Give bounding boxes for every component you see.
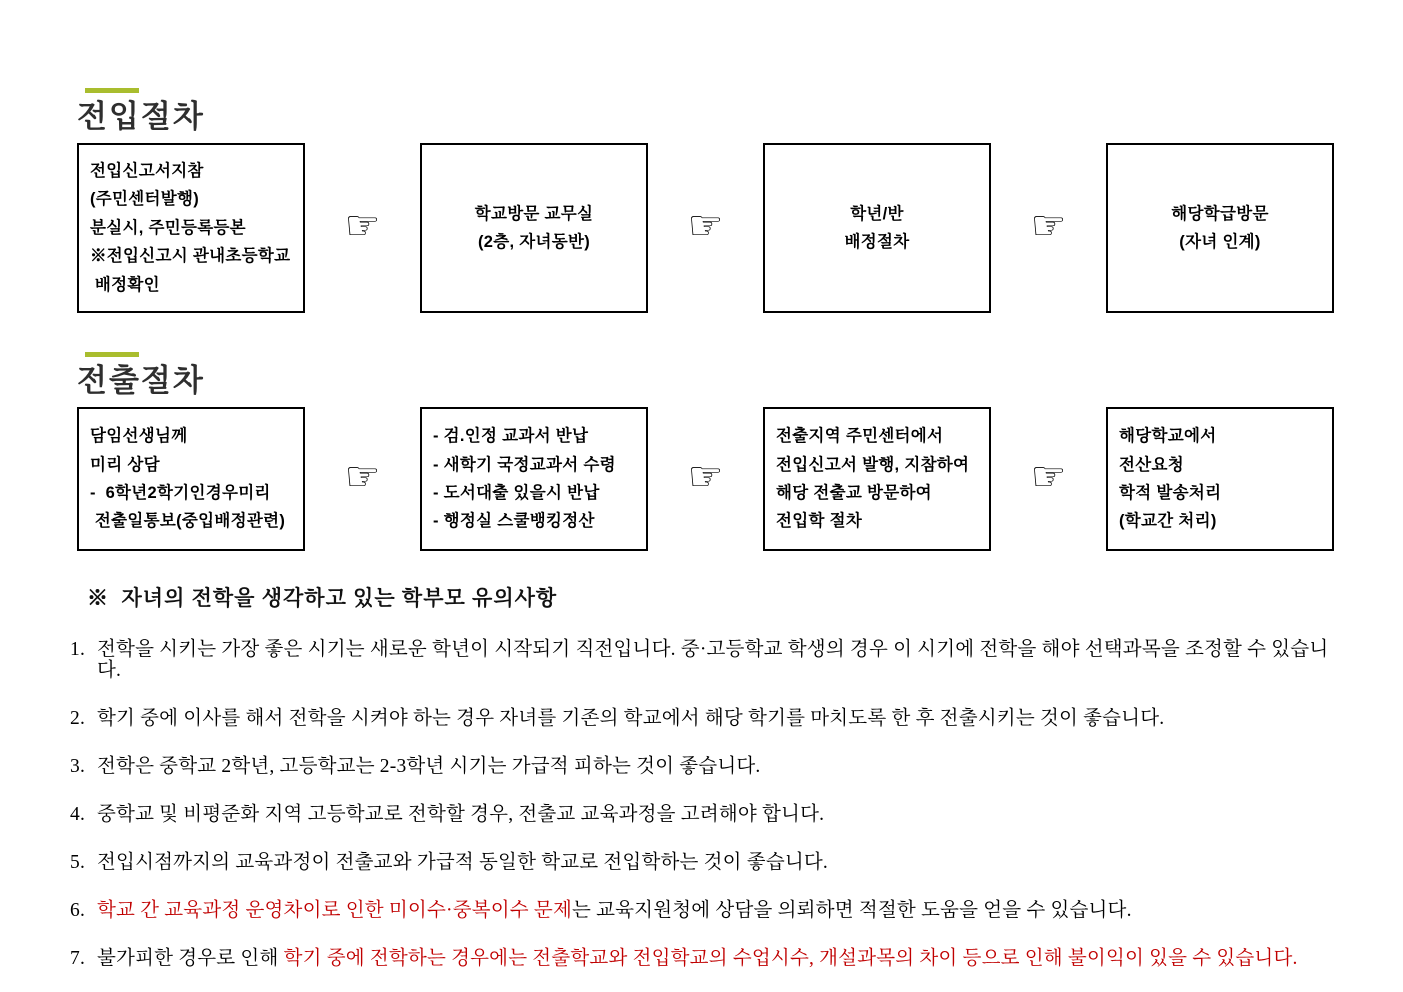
note-item [70, 803, 1333, 825]
flow-step-line: 학교방문 교무실 [474, 204, 594, 223]
accent-line [85, 352, 139, 357]
note-text-red-segment: 학교 간 교육과정 운영차이로 인한 미이수·중복이수 문제 [97, 899, 572, 921]
flow-step-line: 해당학급방문 [1171, 204, 1269, 223]
note-text [97, 852, 1333, 873]
note-text-segment: 학기 중에 이사를 해서 전학을 시켜야 하는 경우 자녀를 기존의 학교에서 해당 학기를 마치도록 한 후 전출시키는 것이 좋습니다. [97, 707, 1165, 729]
flow-step-line: 전입학 절차 [776, 512, 863, 531]
transfer-out-header [77, 352, 1333, 396]
flow-step-line: 해당학교에서 [1119, 427, 1217, 446]
note-number: 7. [70, 947, 86, 969]
flow-step-line: - 도서대출 있을시 반납 [433, 484, 600, 502]
flow-step-line: 학년/반 [850, 204, 904, 223]
flow-step-box [1106, 143, 1334, 313]
note-number: 1. [70, 638, 86, 660]
flow-step-line: 전입신고서지참 [90, 162, 204, 181]
note-number: 2. [70, 707, 86, 729]
flow-step-line: 전출일통보(중입배정관련) [90, 512, 286, 531]
accent-line [85, 88, 139, 93]
flow-step-line: (주민센터발행) [90, 190, 200, 209]
flow-step-line: - 행정실 스쿨뱅킹정산 [433, 512, 595, 531]
note-text [97, 804, 1333, 825]
note-number: 5. [70, 851, 86, 873]
flow-step-box [77, 143, 305, 313]
flow-step-line: - 새학기 국정교과서 수령 [433, 455, 616, 474]
flow-step-line: - 검.인정 교과서 반납 [433, 427, 589, 446]
notes-heading: ※ 자녀의 전학을 생각하고 있는 학부모 유의사항 [87, 586, 558, 610]
flow-step-line: 전입신고서 발행, 지참하여 [776, 455, 970, 474]
note-text [97, 900, 1333, 921]
note-item [70, 899, 1333, 921]
transfer-in-header [77, 88, 1333, 132]
note-item [70, 755, 1333, 777]
transfer-out-title: 전출절차 [77, 363, 205, 398]
notes-list [70, 638, 1333, 970]
section-transfer-out [77, 352, 1333, 551]
right-pointing-finger-icon: ☞ [687, 454, 724, 500]
flow-step-box [1106, 407, 1334, 551]
flow-step-line: 전산요청 [1119, 455, 1184, 474]
right-pointing-finger-icon: ☞ [344, 203, 381, 249]
flow-step-box [763, 407, 991, 551]
note-text [97, 948, 1333, 969]
flow-step-line: 해당 전출교 방문하여 [776, 484, 932, 502]
note-text-segment: 전입시점까지의 교육과정이 전출교와 가급적 동일한 학교로 전입학하는 것이 좋습니다. [97, 851, 829, 873]
note-number: 4. [70, 803, 86, 825]
flow-step-line: 담임선생님께 [90, 427, 188, 446]
transfer-in-title: 전입절차 [77, 99, 205, 134]
note-item [70, 638, 1333, 682]
note-item [70, 947, 1333, 969]
flow-step-line: 배정확인 [90, 275, 160, 294]
section-transfer-in [77, 88, 1333, 313]
notes-section [70, 582, 1333, 969]
flow-step-line: - 6학년2학기인경우미리 [90, 484, 271, 502]
transfer-in-flow [77, 143, 1334, 313]
flow-step-line: (자녀 인계) [1179, 233, 1261, 251]
note-text-segment: 전학을 시키는 가장 좋은 시기는 새로운 학년이 시작되기 직전입니다. 중·고등학교 학생의 경우 이 시기에 전학을 해야 선택과목을 조정할 수 있습니다. [97, 638, 1329, 681]
right-pointing-finger-icon: ☞ [687, 203, 724, 249]
note-item [70, 707, 1333, 729]
flow-step-line: 배정절차 [844, 233, 910, 251]
note-text [97, 708, 1333, 729]
flow-step-line: (학교간 처리) [1119, 512, 1217, 531]
flow-step-line: 전출지역 주민센터에서 [776, 427, 944, 446]
note-text-red-segment: 학기 중에 전학하는 경우에는 전출학교와 전입학교의 수업시수, 개설과목의 차이 등으로 인해 불이익이 있을 수 있습니다. [283, 947, 1298, 969]
flow-step-box [77, 407, 305, 551]
flow-step-box [420, 407, 648, 551]
transfer-out-flow [77, 407, 1334, 551]
note-text [97, 756, 1333, 777]
right-pointing-finger-icon: ☞ [1030, 203, 1067, 249]
note-text-segment: 불가피한 경우로 인해 [97, 947, 284, 969]
note-number: 6. [70, 899, 86, 921]
note-text [97, 639, 1333, 682]
flow-step-line: (2층, 자녀동반) [477, 233, 591, 251]
flow-step-line: 미리 상담 [90, 455, 160, 474]
note-number: 3. [70, 755, 86, 777]
flow-step-line: 학적 발송처리 [1119, 484, 1222, 502]
note-item [70, 851, 1333, 873]
flow-step-line: ※전입신고시 관내초등학교 [90, 247, 291, 266]
right-pointing-finger-icon: ☞ [1030, 454, 1067, 500]
flow-step-box [763, 143, 991, 313]
note-text-segment: 전학은 중학교 2학년, 고등학교는 2-3학년 시기는 가급적 피하는 것이 좋습니다. [97, 755, 761, 777]
flow-step-line: 분실시, 주민등록등본 [90, 218, 246, 237]
note-text-segment: 는 교육지원청에 상담을 의뢰하면 적절한 도움을 얻을 수 있습니다. [572, 899, 1132, 921]
flow-step-box [420, 143, 648, 313]
right-pointing-finger-icon: ☞ [344, 454, 381, 500]
note-text-segment: 중학교 및 비평준화 지역 고등학교로 전학할 경우, 전출교 교육과정을 고려해야 합니다. [97, 803, 825, 825]
